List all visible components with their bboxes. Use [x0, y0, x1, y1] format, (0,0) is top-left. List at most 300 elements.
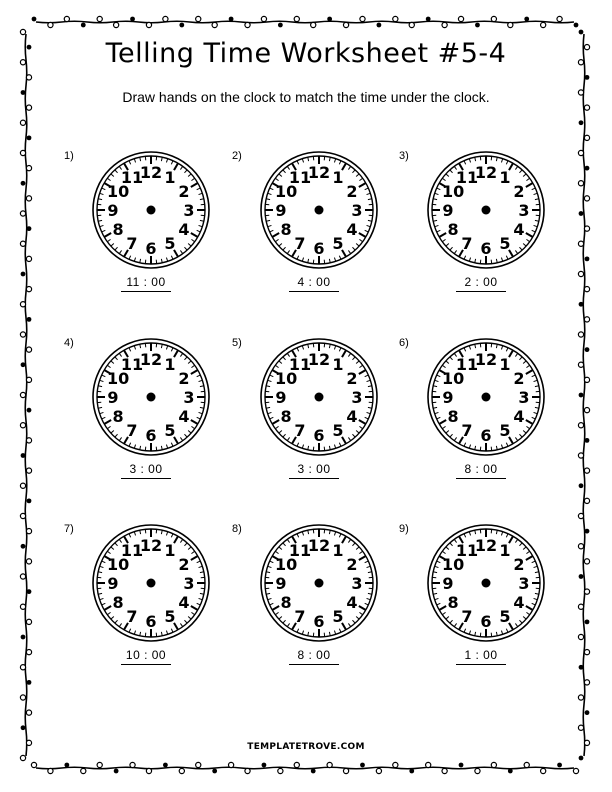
- minute-tick: [129, 161, 131, 165]
- border-dot: [21, 635, 26, 640]
- minute-tick: [115, 247, 118, 250]
- minute-tick: [188, 430, 191, 433]
- minute-tick: [359, 612, 362, 614]
- clock-hour-label: 7: [126, 606, 138, 626]
- minute-tick: [339, 534, 341, 538]
- minute-tick: [437, 188, 441, 190]
- border-ring: [426, 762, 431, 767]
- minute-tick: [107, 239, 110, 241]
- clock-hour-label: 12: [307, 350, 331, 369]
- minute-tick: [368, 199, 372, 200]
- clock-item: [399, 337, 577, 497]
- minute-tick: [199, 225, 203, 226]
- border-dot: [426, 17, 431, 22]
- border-ring: [146, 22, 151, 27]
- clock-face[interactable]: [92, 337, 212, 459]
- clock-item: [399, 150, 577, 310]
- border-ring: [26, 468, 31, 473]
- clock-time-label: 3 : 00: [289, 462, 339, 479]
- border-ring: [294, 16, 299, 21]
- hour-tick: [526, 420, 533, 424]
- clock-hour-label: 3: [351, 388, 363, 407]
- minute-tick: [275, 365, 278, 367]
- border-ring: [578, 634, 583, 639]
- hour-tick: [359, 370, 366, 374]
- minute-tick: [166, 532, 167, 536]
- minute-tick: [100, 566, 104, 567]
- minute-tick: [197, 188, 201, 190]
- border-ring: [130, 762, 135, 767]
- clock-hour-label: 4: [346, 407, 358, 426]
- minute-tick: [437, 375, 441, 377]
- minute-tick: [199, 412, 203, 413]
- border-ring: [114, 22, 119, 27]
- minute-tick: [506, 629, 508, 633]
- minute-tick: [469, 346, 470, 350]
- clock-hour-label: 10: [106, 555, 130, 574]
- border-ring: [26, 619, 31, 624]
- border-ring: [578, 695, 583, 700]
- minute-tick: [102, 417, 106, 419]
- minute-tick: [119, 623, 121, 626]
- border-dot: [579, 393, 584, 398]
- clock-hour-label: 3: [518, 574, 530, 593]
- minute-tick: [266, 199, 270, 200]
- clock-hour-label: 1: [164, 168, 176, 188]
- clock-hour-label: 5: [164, 233, 176, 253]
- clock-center-dot: [482, 579, 491, 588]
- clock-hour-label: 2: [346, 555, 358, 574]
- clock-hour-label: 2: [178, 555, 190, 574]
- border-dot: [579, 120, 584, 125]
- border-ring: [20, 120, 25, 125]
- minute-tick: [523, 430, 526, 433]
- minute-tick: [297, 348, 299, 352]
- minute-tick: [188, 616, 191, 619]
- border-dot: [579, 574, 584, 579]
- border-ring: [163, 16, 168, 21]
- border-ring: [26, 347, 31, 352]
- border-dot: [327, 17, 332, 22]
- minute-tick: [329, 259, 330, 263]
- minute-tick: [111, 430, 114, 433]
- minute-tick: [329, 344, 330, 348]
- border-ring: [541, 22, 546, 27]
- minute-tick: [532, 230, 536, 232]
- minute-tick: [184, 357, 187, 360]
- minute-tick: [297, 629, 299, 633]
- minute-tick: [302, 258, 303, 262]
- minute-tick: [501, 631, 502, 635]
- minute-tick: [464, 443, 466, 447]
- border-ring: [458, 16, 463, 21]
- clock-hour-label: 8: [280, 407, 292, 426]
- minute-tick: [275, 551, 278, 553]
- clock-hour-label: 3: [183, 201, 195, 220]
- minute-tick: [368, 593, 372, 594]
- minute-tick: [171, 348, 173, 352]
- minute-tick: [437, 230, 441, 232]
- minute-tick: [442, 239, 445, 241]
- clock-face[interactable]: [260, 150, 380, 272]
- minute-tick: [140, 632, 141, 636]
- border-dot: [27, 680, 32, 685]
- border-ring: [196, 16, 201, 21]
- minute-tick: [367, 380, 371, 381]
- border-ring: [81, 768, 86, 773]
- border-dot: [579, 756, 584, 761]
- minute-tick: [469, 258, 470, 262]
- minute-tick: [352, 357, 355, 360]
- clock-center-dot: [315, 579, 324, 588]
- minute-tick: [526, 178, 529, 180]
- clock-item: [232, 523, 410, 683]
- clock-hour-label: 2: [513, 369, 525, 388]
- minute-tick: [359, 426, 362, 428]
- border-dot: [27, 589, 32, 594]
- minute-tick: [359, 365, 362, 367]
- minute-tick: [134, 159, 135, 163]
- minute-tick: [515, 250, 517, 253]
- clock-hour-label: 3: [351, 201, 363, 220]
- clock-hour-label: 10: [274, 369, 298, 388]
- clock-face[interactable]: [427, 523, 547, 645]
- footer-brand: TEMPLATETROVE.COM: [247, 742, 365, 752]
- border-dot: [21, 272, 26, 277]
- clock-face[interactable]: [260, 523, 380, 645]
- minute-tick: [348, 250, 350, 253]
- clock-number: 7): [64, 523, 74, 535]
- border-ring: [20, 150, 25, 155]
- minute-tick: [166, 258, 167, 262]
- minute-tick: [297, 256, 299, 260]
- border-dot: [212, 769, 217, 774]
- border-ring: [26, 377, 31, 382]
- minute-tick: [180, 623, 182, 626]
- clock-hour-label: 1: [164, 541, 176, 561]
- border-ring: [311, 22, 316, 27]
- hour-tick: [104, 606, 111, 610]
- minute-tick: [171, 534, 173, 538]
- minute-tick: [161, 344, 162, 348]
- minute-tick: [100, 412, 104, 413]
- clock-hour-label: 12: [307, 163, 331, 182]
- minute-tick: [348, 539, 350, 542]
- minute-tick: [268, 598, 272, 599]
- clock-item: [64, 337, 242, 497]
- minute-tick: [348, 623, 350, 626]
- minute-tick: [506, 534, 508, 538]
- clock-hour-label: 2: [513, 555, 525, 574]
- minute-tick: [134, 258, 135, 262]
- minute-tick: [268, 412, 272, 413]
- minute-tick: [102, 188, 106, 190]
- minute-tick: [275, 426, 278, 428]
- clock-hour-label: 4: [346, 220, 358, 239]
- minute-tick: [519, 620, 522, 623]
- clock-hour-label: 3: [518, 201, 530, 220]
- border-ring: [578, 544, 583, 549]
- minute-tick: [102, 561, 106, 563]
- clock-hour-label: 3: [518, 388, 530, 407]
- minute-tick: [197, 417, 201, 419]
- clock-hour-label: 4: [178, 407, 190, 426]
- hour-tick: [526, 233, 533, 237]
- clock-hour-label: 1: [332, 541, 344, 561]
- border-dot: [27, 317, 32, 322]
- minute-tick: [339, 443, 341, 447]
- minute-tick: [102, 230, 106, 232]
- minute-tick: [98, 407, 102, 408]
- hour-tick: [359, 233, 366, 237]
- border-dot: [64, 763, 69, 768]
- border-ring: [179, 768, 184, 773]
- clock-hour-label: 11: [120, 355, 144, 375]
- border-ring: [20, 302, 25, 307]
- minute-tick: [98, 199, 102, 200]
- minute-tick: [334, 445, 335, 449]
- clock-hour-label: 5: [164, 606, 176, 626]
- minute-tick: [469, 631, 470, 635]
- clock-center-dot: [482, 393, 491, 402]
- minute-tick: [532, 375, 536, 377]
- clock-hour-label: 1: [499, 355, 511, 375]
- minute-tick: [496, 530, 497, 534]
- minute-tick: [102, 375, 106, 377]
- clock-hour-label: 9: [275, 388, 287, 407]
- minute-tick: [534, 598, 538, 599]
- minute-tick: [501, 159, 502, 163]
- minute-tick: [365, 417, 369, 419]
- minute-tick: [200, 220, 204, 221]
- minute-tick: [506, 256, 508, 260]
- clock-hour-label: 5: [499, 233, 511, 253]
- minute-tick: [352, 170, 355, 173]
- minute-tick: [532, 603, 536, 605]
- border-ring: [578, 513, 583, 518]
- clock-center-dot: [315, 393, 324, 402]
- minute-tick: [140, 259, 141, 263]
- border-dot: [579, 30, 584, 35]
- minute-tick: [98, 593, 102, 594]
- clock-hour-label: 10: [441, 369, 465, 388]
- minute-tick: [266, 220, 270, 221]
- border-ring: [20, 29, 25, 34]
- minute-tick: [98, 386, 102, 387]
- minute-tick: [464, 534, 466, 538]
- minute-tick: [368, 386, 372, 387]
- clock-face[interactable]: [260, 337, 380, 459]
- minute-tick: [283, 434, 286, 437]
- minute-tick: [433, 199, 437, 200]
- minute-tick: [475, 259, 476, 263]
- clock-hour-label: 8: [447, 407, 459, 426]
- clock-hour-label: 6: [313, 239, 325, 258]
- border-dot: [81, 23, 86, 28]
- minute-tick: [442, 365, 445, 367]
- minute-tick: [356, 361, 359, 364]
- minute-tick: [119, 250, 121, 253]
- border-dot: [585, 166, 590, 171]
- clock-hour-label: 9: [442, 388, 454, 407]
- clock-hour-label: 2: [178, 369, 190, 388]
- minute-tick: [283, 247, 286, 250]
- minute-tick: [368, 407, 372, 408]
- clock-hour-label: 9: [107, 201, 119, 220]
- minute-tick: [532, 417, 536, 419]
- minute-tick: [166, 159, 167, 163]
- clock-hour-label: 7: [126, 233, 138, 253]
- minute-tick: [469, 159, 470, 163]
- minute-tick: [501, 346, 502, 350]
- minute-tick: [526, 551, 529, 553]
- minute-tick: [200, 572, 204, 573]
- clock-hour-label: 1: [499, 168, 511, 188]
- minute-tick: [519, 247, 522, 250]
- minute-tick: [534, 566, 538, 567]
- minute-tick: [115, 357, 118, 360]
- minute-tick: [140, 157, 141, 161]
- hour-tick: [359, 183, 366, 187]
- minute-tick: [266, 386, 270, 387]
- border-ring: [475, 768, 480, 773]
- clock-time-label: 10 : 00: [121, 648, 171, 665]
- minute-tick: [501, 258, 502, 262]
- border-ring: [584, 650, 589, 655]
- clock-hour-label: 10: [441, 182, 465, 201]
- minute-tick: [111, 361, 114, 364]
- border-ring: [393, 16, 398, 21]
- border-dot: [459, 763, 464, 768]
- border-dot: [475, 23, 480, 28]
- border-dot: [524, 17, 529, 22]
- clock-hour-label: 5: [332, 420, 344, 440]
- hour-tick: [191, 233, 198, 237]
- minute-tick: [348, 353, 350, 356]
- clock-hour-label: 6: [313, 426, 325, 445]
- border-ring: [578, 423, 583, 428]
- clock-face[interactable]: [427, 150, 547, 272]
- minute-tick: [184, 620, 187, 623]
- minute-tick: [523, 243, 526, 246]
- border-ring: [48, 768, 53, 773]
- minute-tick: [140, 344, 141, 348]
- minute-tick: [329, 446, 330, 450]
- minute-tick: [475, 344, 476, 348]
- clock-face[interactable]: [427, 337, 547, 459]
- minute-tick: [297, 161, 299, 165]
- border-dot: [508, 769, 513, 774]
- clock-hour-label: 1: [332, 355, 344, 375]
- border-ring: [26, 710, 31, 715]
- border-ring: [584, 498, 589, 503]
- minute-tick: [111, 174, 114, 177]
- clock-hour-label: 12: [307, 536, 331, 555]
- border-ring: [64, 16, 69, 21]
- minute-tick: [526, 365, 529, 367]
- minute-tick: [464, 629, 466, 633]
- minute-tick: [454, 250, 456, 253]
- border-dot: [585, 529, 590, 534]
- clock-hour-label: 10: [106, 369, 130, 388]
- border-ring: [393, 762, 398, 767]
- minute-tick: [352, 434, 355, 437]
- minute-tick: [100, 598, 104, 599]
- hour-tick: [272, 606, 279, 610]
- border-dot: [585, 438, 590, 443]
- border-ring: [20, 483, 25, 488]
- minute-tick: [115, 170, 118, 173]
- minute-tick: [535, 199, 539, 200]
- minute-tick: [129, 256, 131, 260]
- border-dot: [21, 362, 26, 367]
- minute-tick: [446, 430, 449, 433]
- minute-tick: [435, 380, 439, 381]
- clock-hour-label: 7: [461, 606, 473, 626]
- clock-hour-label: 10: [274, 555, 298, 574]
- border-dot: [557, 763, 562, 768]
- minute-tick: [535, 220, 539, 221]
- border-ring: [573, 768, 578, 773]
- clock-face[interactable]: [92, 150, 212, 272]
- border-ring: [20, 332, 25, 337]
- minute-tick: [339, 629, 341, 633]
- clock-hour-label: 3: [183, 574, 195, 593]
- minute-tick: [197, 561, 201, 563]
- minute-tick: [200, 593, 204, 594]
- minute-tick: [469, 445, 470, 449]
- minute-tick: [129, 534, 131, 538]
- clock-hour-label: 7: [294, 420, 306, 440]
- minute-tick: [302, 532, 303, 536]
- minute-tick: [161, 632, 162, 636]
- minute-tick: [446, 243, 449, 246]
- minute-tick: [275, 612, 278, 614]
- minute-tick: [367, 225, 371, 226]
- clock-item: [64, 150, 242, 310]
- clock-center-dot: [315, 206, 324, 215]
- minute-tick: [279, 174, 282, 177]
- clock-hour-label: 2: [346, 369, 358, 388]
- clock-hour-label: 7: [294, 233, 306, 253]
- minute-tick: [365, 230, 369, 232]
- border-ring: [31, 762, 36, 767]
- border-ring: [20, 211, 25, 216]
- clock-hour-label: 7: [461, 420, 473, 440]
- hour-tick: [439, 606, 446, 610]
- border-ring: [26, 287, 31, 292]
- border-dot: [130, 17, 135, 22]
- border-dot: [27, 498, 32, 503]
- border-ring: [245, 768, 250, 773]
- border-ring: [442, 768, 447, 773]
- border-dot: [579, 302, 584, 307]
- minute-tick: [197, 375, 201, 377]
- border-ring: [584, 105, 589, 110]
- border-ring: [584, 135, 589, 140]
- border-ring: [245, 22, 250, 27]
- border-dot: [27, 408, 32, 413]
- border-ring: [508, 22, 513, 27]
- clock-hour-label: 11: [288, 355, 312, 375]
- hour-tick: [191, 606, 198, 610]
- hour-tick: [359, 606, 366, 610]
- hour-tick: [272, 233, 279, 237]
- clock-hour-label: 8: [447, 220, 459, 239]
- clock-face[interactable]: [92, 523, 212, 645]
- minute-tick: [435, 566, 439, 567]
- border-ring: [294, 762, 299, 767]
